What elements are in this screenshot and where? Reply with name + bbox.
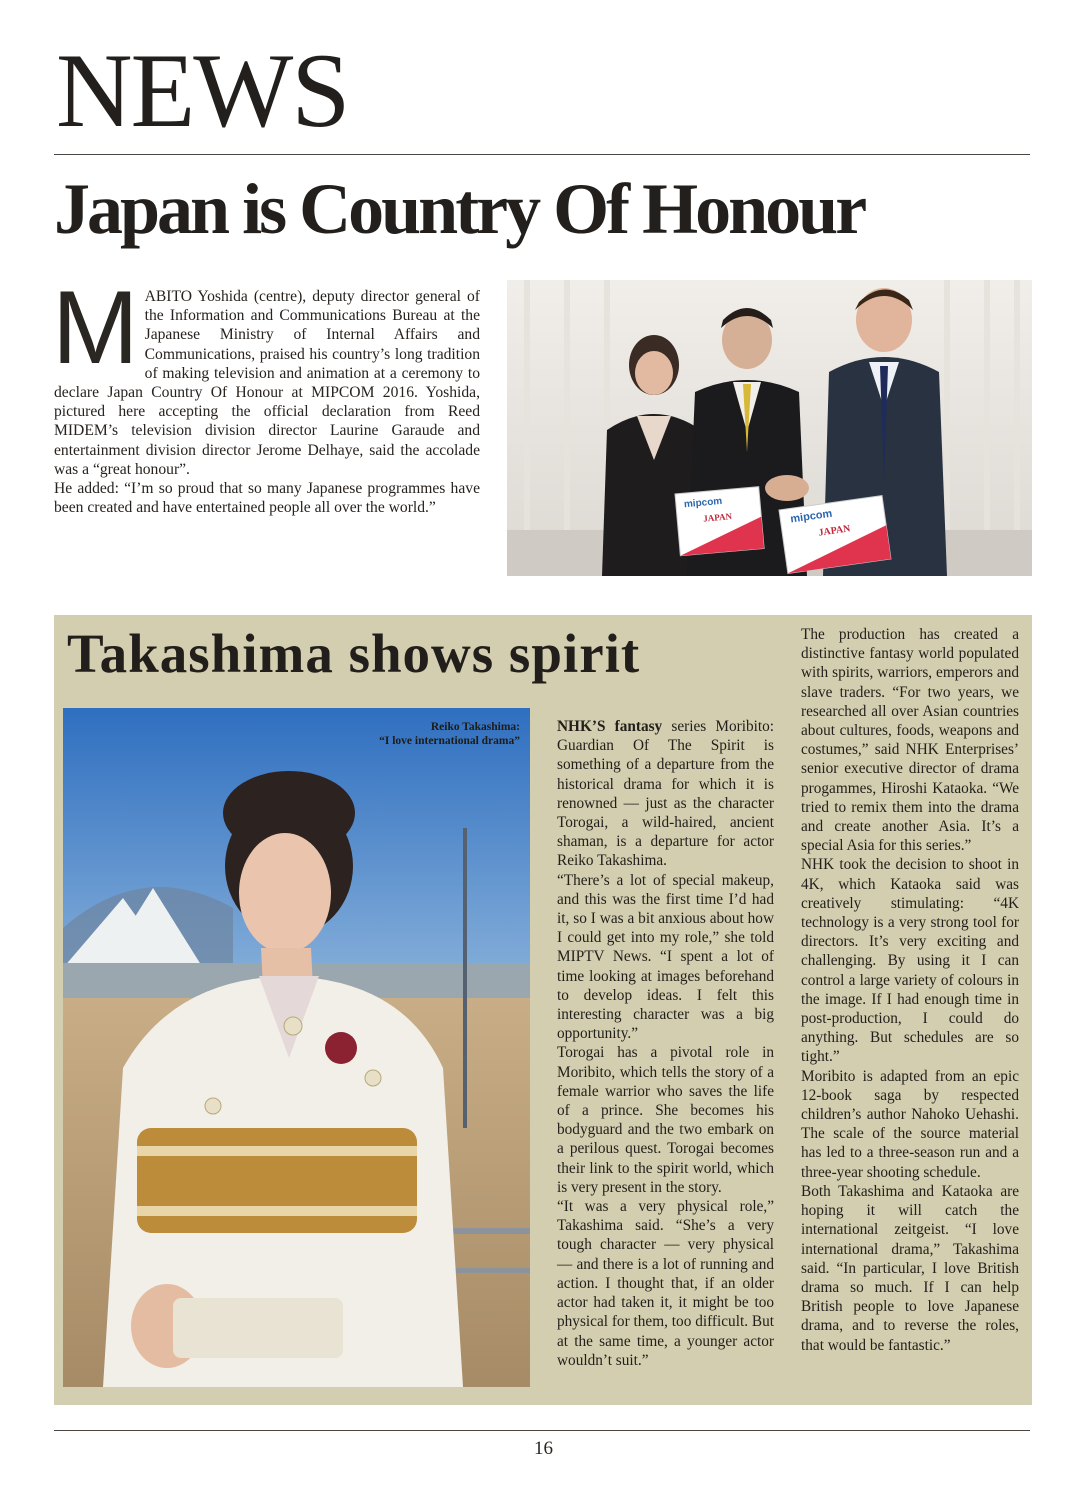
- footer-rule: [54, 1430, 1030, 1431]
- lead-in-rest: series Moribito: Guardian Of The Spirit is something of a departure from the historical drama for which it is renowned — just as the character Torogai, a wild-haired, ancient shaman, is a departure for actor Reiko Takashima.: [557, 718, 774, 870]
- feature-headline: Takashima shows spirit: [67, 623, 641, 684]
- section-label: NEWS: [56, 32, 349, 149]
- portrait-caption: [300, 720, 520, 748]
- lead-in: NHK’S fantasy: [557, 718, 663, 735]
- feature-column-2: [801, 625, 1019, 1355]
- header-rule: [54, 154, 1030, 155]
- feature-paragraph: Both Takashima and Kataoka are hoping it will catch the international zeitgeist. “I love international drama,” Takashima said. “In particular, I love British drama so much. If I can help British people to love Japanese drama, and to reverse the roles, that would be fantastic.”: [801, 1182, 1019, 1354]
- lead-paragraph-2: He added: “I’m so proud that so many Japanese programmes have been created and have entertained people all over the world.”: [54, 480, 480, 517]
- feature-paragraph: “It was a very physical role,” Takashima said. “She’s a very tough character — very physical — and there is a lot of running and action. I thought that, if an older actor had taken it, it might be too physical for them, too difficult. But at the same time, a younger actor wouldn’t suit.”: [557, 1198, 774, 1369]
- feature-paragraph: [557, 717, 774, 871]
- ceremony-photo: [507, 280, 1032, 576]
- feature-paragraph: Moribito is adapted from an epic 12-book saga by respected children’s author Nahoko Uehashi. The scale of the source material has led to a three-season run and a three-year shooting schedule.: [801, 1067, 1019, 1181]
- certificate-title-2: JAPAN: [817, 523, 852, 539]
- feature-paragraph: NHK took the decision to shoot in 4K, which Kataoka said was creatively stimulating: “4K technology is a very strong tool for directors. It’s very exciting and challenging. By using it I can control a large variety of colours in the image. If I had enough time in post-production, I could do anything. But schedules are so tight.”: [801, 856, 1019, 1066]
- certificate-title: JAPAN: [702, 511, 733, 524]
- lead-headline: Japan is Country Of Honour: [54, 169, 865, 249]
- page-number: 16: [534, 1438, 553, 1459]
- caption-line-2: “I love international drama”: [379, 735, 520, 747]
- feature-paragraph: The production has created a distinctive fantasy world populated with spirits, warriors, emperors and slave traders. “For two years, we researched all over Asian countries about cultures, foods, weapons and costumes,” said NHK Enterprises’ senior executive director of drama progammes, Hiroshi Kataoka. “We tried to remix them into the drama and create another Asia. It’s a special Asia for this series.”: [801, 626, 1019, 855]
- feature-paragraph: “There’s a lot of special makeup, and this was the first time I’d had it, so I was a bit anxious about how I could get into my role,” she told MIPTV News. “I spent a lot of time looking at images beforehand to develop ideas. I felt this interesting character was a big opportunity.”: [557, 871, 774, 1043]
- dropcap: M: [52, 270, 139, 386]
- feature-paragraph: Torogai has a pivotal role in Moribito, which tells the story of a female warrior who saves the life of a prince. She becomes his bodyguard and the two embark on a perilous quest. Torogai becomes their link to the spirit world, which is very present in the story.: [557, 1044, 774, 1196]
- certificate-brand: mipcom: [683, 495, 723, 511]
- caption-line-1: Reiko Takashima:: [430, 721, 520, 733]
- lead-paragraph-1: ABITO Yoshida (centre), deputy director general of the Information and Communications Bureau at the Japanese Ministry of Internal Affairs and Communications, praised his country’s long tradition of making television and animation at a ceremony to declare Japan Country Of Honour at MIPCOM 2016. Yoshida, pictured here accepting the official declaration from Reed MIDEM’s television division director Laurine Garaude and entertainment division director Jerome Delhaye, said the accolade was a “great honour”.: [54, 288, 480, 478]
- portrait-photo: [63, 708, 530, 1387]
- feature-column-1: [557, 717, 774, 1370]
- certificate-brand-2: mipcom: [789, 507, 834, 526]
- lead-story-body: [52, 270, 480, 517]
